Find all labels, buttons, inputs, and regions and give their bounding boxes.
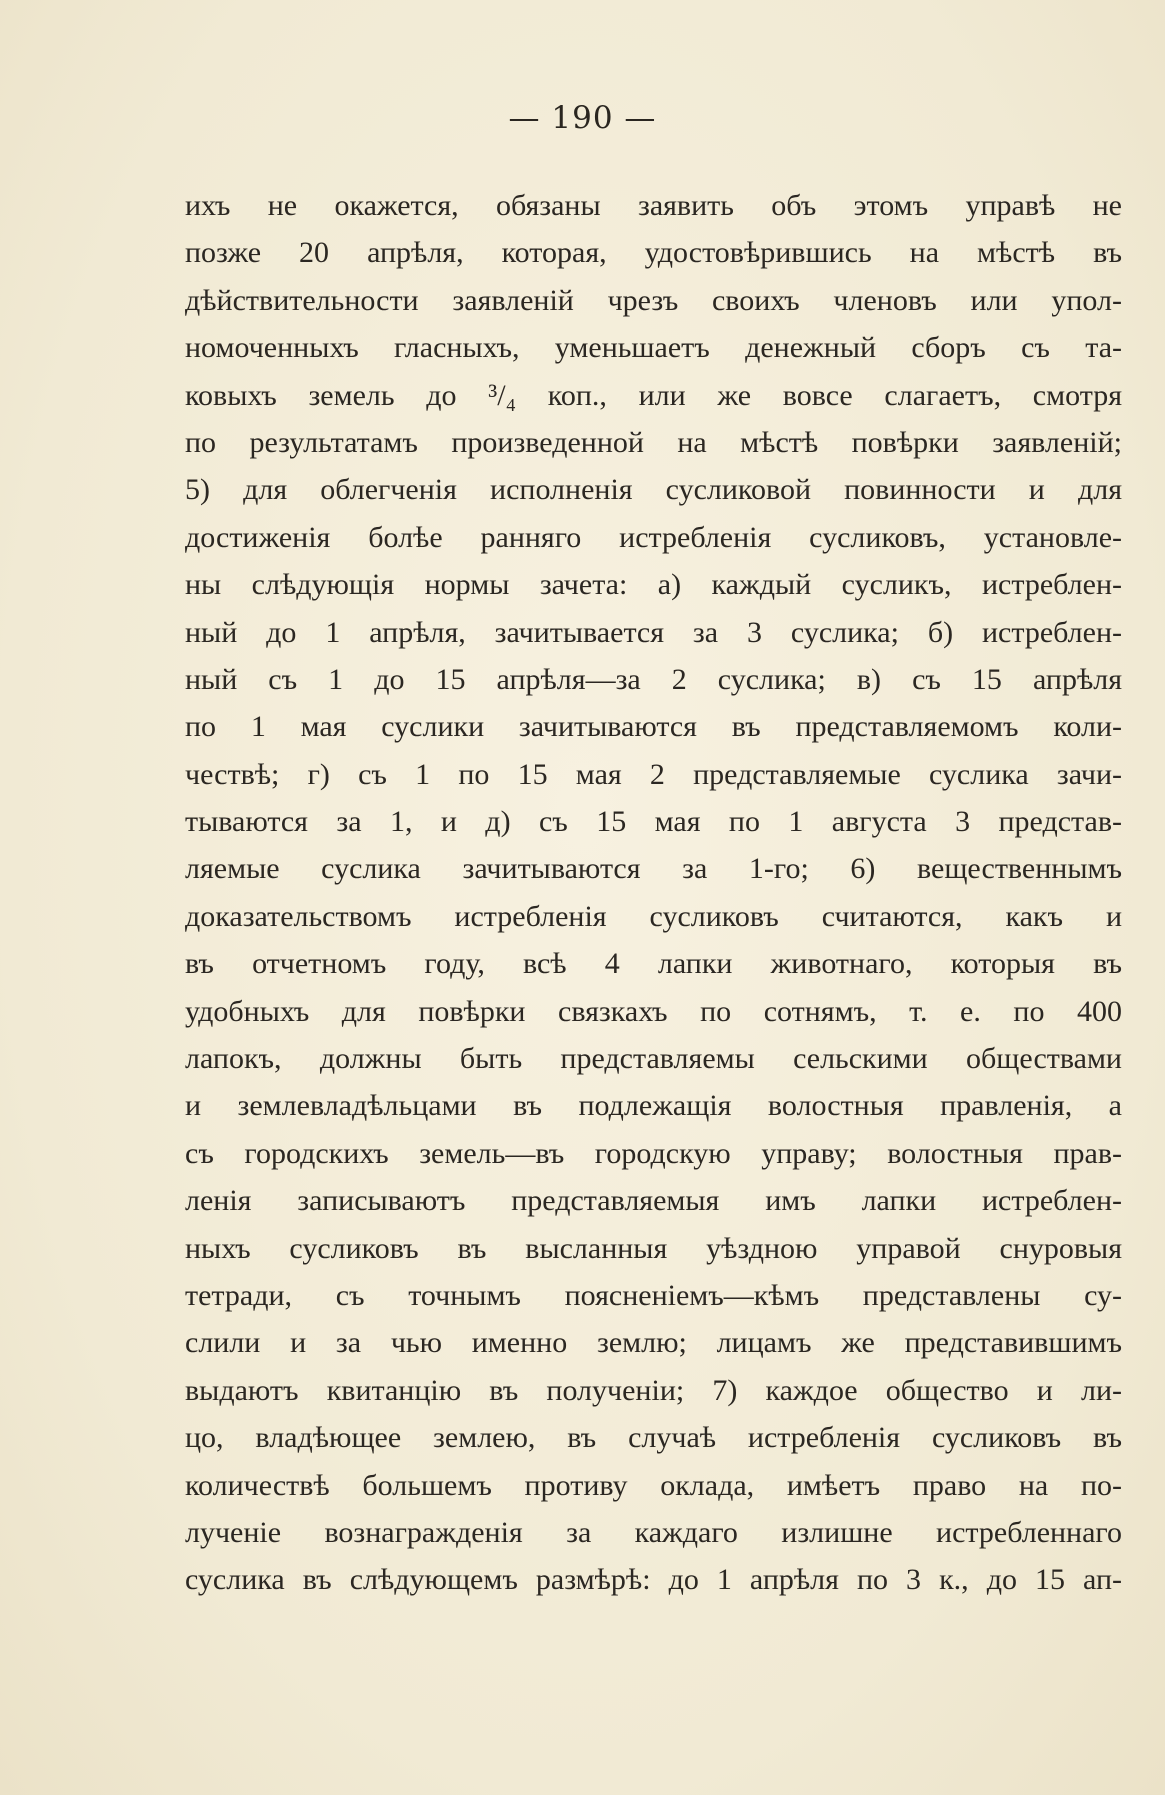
text-line: лапокъ, должны быть представляемы сельскими обществами: [185, 1042, 1122, 1076]
text-line: тываются за 1, и д) съ 15 мая по 1 августа 3 представ-: [185, 805, 1122, 839]
text-line: съ городскихъ земель—въ городскую управу; волостныя прав-: [185, 1136, 1122, 1170]
text-line: достиженія болѣе ранняго истребленія сусликовъ, установле-: [185, 520, 1122, 554]
body-text: [185, 182, 1122, 1604]
text-line: лученіе вознагражденія за каждаго излишне истребленнаго: [185, 1515, 1122, 1549]
text-line: чествѣ; г) съ 1 по 15 мая 2 представляемые суслика зачи-: [185, 757, 1122, 791]
text-line: количествѣ большемъ противу оклада, имѣетъ право на по-: [185, 1468, 1122, 1502]
text-line: суслика въ слѣдующемъ размѣрѣ: до 1 апрѣля по 3 к., до 15 ап-: [185, 1563, 1122, 1597]
text-line: удобныхъ для повѣрки связкахъ по сотнямъ, т. е. по 400: [185, 994, 1122, 1028]
text-line: ныхъ сусликовъ въ высланныя уѣздною управой снуровыя: [185, 1231, 1122, 1265]
text-line: номоченныхъ гласныхъ, уменьшаетъ денежный сборъ съ та-: [185, 331, 1122, 365]
text-line: доказательствомъ истребленія сусликовъ считаются, какъ и: [185, 899, 1122, 933]
text-line: по результатамъ произведенной на мѣстѣ повѣрки заявленій;: [185, 425, 1122, 459]
text-line: дѣйствительности заявленій чрезъ своихъ членовъ или упол-: [185, 283, 1122, 317]
text-line: цо, владѣющее землею, въ случаѣ истребленія сусликовъ въ: [185, 1421, 1122, 1455]
text-line: ковыхъ земель до ³/₄ коп., или же вовсе слагаетъ, смотря: [185, 378, 1122, 412]
text-line: ихъ не окажется, обязаны заявить объ этомъ управѣ не: [185, 189, 1122, 222]
text-line: ный до 1 апрѣля, зачитывается за 3 суслика; б) истреблен-: [185, 615, 1122, 649]
text-line: позже 20 апрѣля, которая, удостовѣрившись на мѣстѣ въ: [185, 236, 1122, 270]
text-line: тетради, съ точнымъ поясненіемъ—кѣмъ представлены су-: [185, 1278, 1122, 1312]
text-line: 5) для облегченія исполненія сусликовой повинности и для: [185, 473, 1122, 507]
text-line: ный съ 1 до 15 апрѣля—за 2 суслика; в) съ 15 апрѣля: [185, 662, 1122, 696]
text-line: въ отчетномъ году, всѣ 4 лапки животнаго, которыя въ: [185, 947, 1122, 981]
text-line: ны слѣдующія нормы зачета: а) каждый сусликъ, истреблен-: [185, 568, 1122, 602]
text-line: ляемые суслика зачитываются за 1-го; 6) вещественнымъ: [185, 852, 1122, 886]
text-line: по 1 мая суслики зачитываются въ представляемомъ коли-: [185, 710, 1122, 744]
text-line: ленія записываютъ представляемыя имъ лапки истреблен-: [185, 1184, 1122, 1218]
page-number: — 190 —: [508, 100, 657, 136]
text-line: выдаютъ квитанцію въ полученіи; 7) каждое общество и ли-: [185, 1373, 1122, 1407]
text-line: слили и за чью именно землю; лицамъ же представившимъ: [185, 1326, 1122, 1360]
text-line: и землевладѣльцами въ подлежащія волостныя правленія, а: [185, 1089, 1122, 1123]
